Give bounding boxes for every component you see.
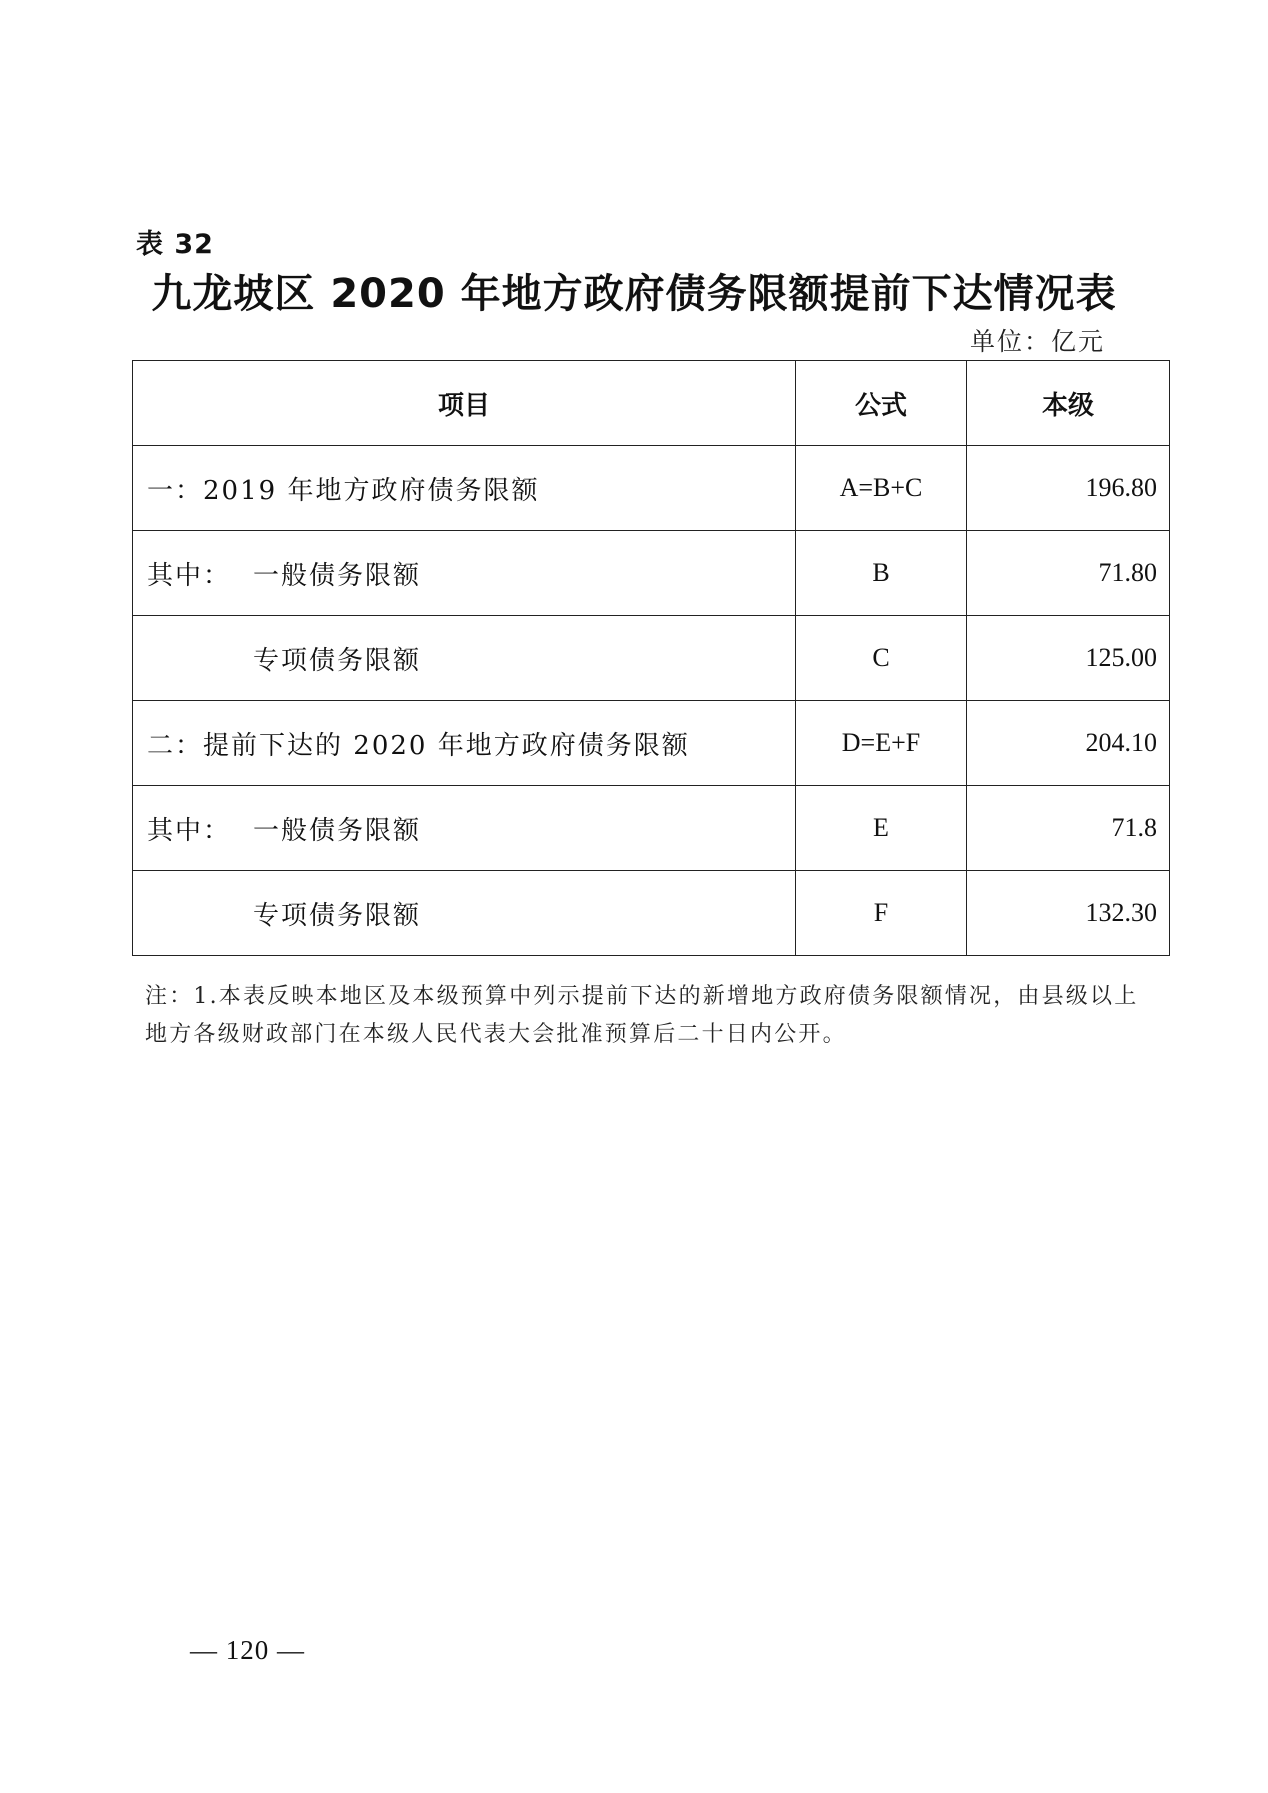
row-formula: F xyxy=(796,871,967,956)
row-item-cell xyxy=(133,701,796,786)
debt-limit-table xyxy=(132,360,1170,956)
header-formula: 公式 xyxy=(796,361,967,446)
row-value: 196.80 xyxy=(967,446,1170,531)
table-row xyxy=(133,531,1170,616)
row-item: 2019 年地方政府债务限额 xyxy=(203,475,540,506)
row-item-cell xyxy=(133,786,796,871)
row-prefix: 二： xyxy=(147,730,204,761)
row-item-cell xyxy=(133,531,796,616)
row-value: 71.80 xyxy=(967,531,1170,616)
row-value: 132.30 xyxy=(967,871,1170,956)
table-row xyxy=(133,871,1170,956)
row-value: 71.8 xyxy=(967,786,1170,871)
table-row xyxy=(133,701,1170,786)
row-item-cell xyxy=(133,616,796,701)
table-row xyxy=(133,616,1170,701)
row-formula: D=E+F xyxy=(796,701,967,786)
row-prefix: 其中： xyxy=(147,560,232,591)
header-item: 项目 xyxy=(133,361,796,446)
row-item: 一般债务限额 xyxy=(253,560,422,591)
row-formula: A=B+C xyxy=(796,446,967,531)
table-number: 表 32 xyxy=(136,229,214,260)
table-row xyxy=(133,786,1170,871)
row-formula: E xyxy=(796,786,967,871)
row-formula: C xyxy=(796,616,967,701)
row-formula: B xyxy=(796,531,967,616)
row-item: 专项债务限额 xyxy=(253,645,422,676)
header-value: 本级 xyxy=(967,361,1170,446)
row-item: 提前下达的 2020 年地方政府债务限额 xyxy=(203,730,690,761)
table-row xyxy=(133,446,1170,531)
row-item-cell xyxy=(133,871,796,956)
row-item: 专项债务限额 xyxy=(253,900,422,931)
unit-label: 单位：亿元 xyxy=(970,327,1106,356)
row-item-cell xyxy=(133,446,796,531)
table-note: 注：1.本表反映本地区及本级预算中列示提前下达的新增地方政府债务限额情况，由县级以上地方各级财政部门在本级人民代表大会批准预算后二十日内公开。 xyxy=(145,984,1139,1047)
row-prefix: 一： xyxy=(147,475,204,506)
page-number: — 120 — xyxy=(190,1635,305,1665)
row-item: 一般债务限额 xyxy=(253,815,422,846)
table-header-row xyxy=(133,361,1170,446)
row-value: 204.10 xyxy=(967,701,1170,786)
row-prefix: 其中： xyxy=(147,815,232,846)
page-title: 九龙坡区 2020 年地方政府债务限额提前下达情况表 xyxy=(151,271,1117,317)
row-value: 125.00 xyxy=(967,616,1170,701)
